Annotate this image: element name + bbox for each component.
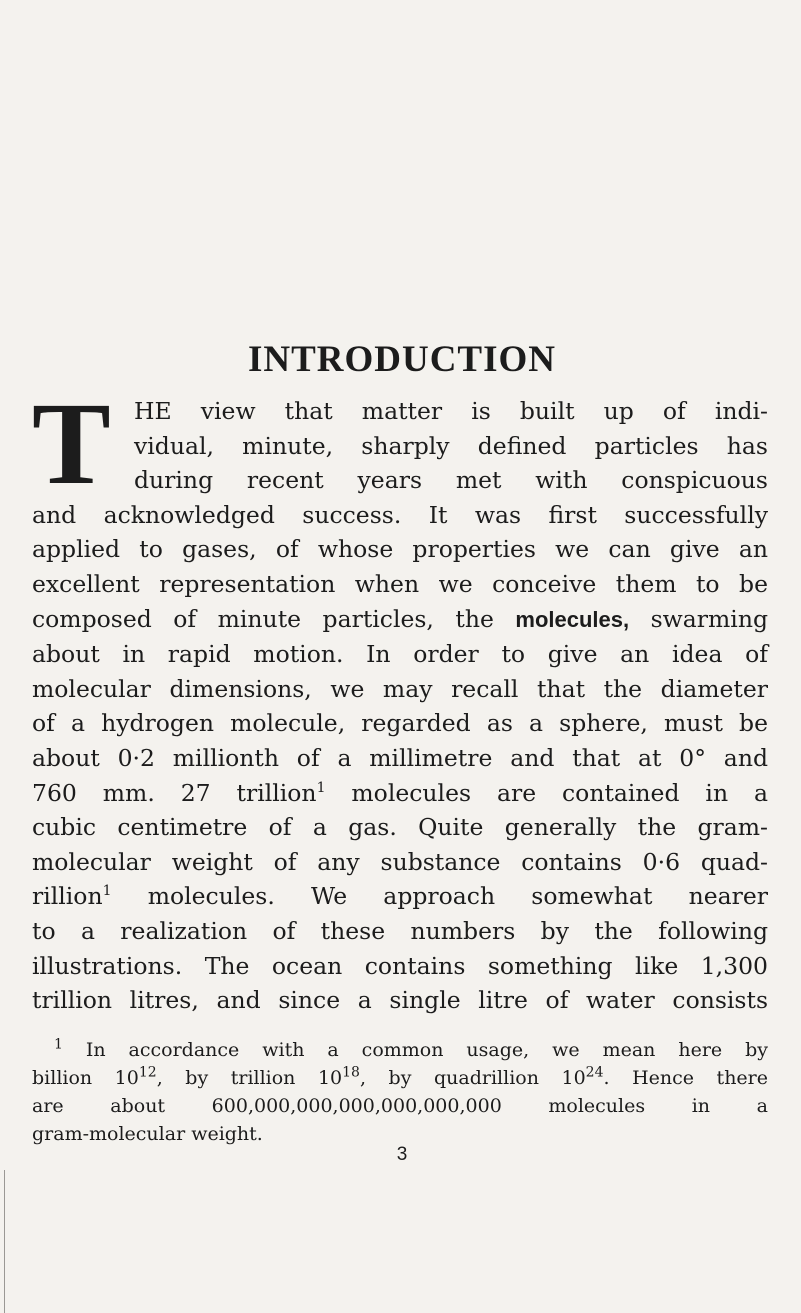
exponent: 24: [585, 1064, 604, 1081]
text-line: of a hydrogen molecule, regarded as a sphere, must be: [32, 709, 768, 738]
footnote: [32, 1036, 768, 1148]
text-line: applied to gases, of whose properties we can give an: [32, 535, 768, 564]
footnote-line: gram-molecular weight.: [32, 1123, 263, 1145]
text-line: and acknowledged success. It was first successfully: [32, 500, 768, 529]
footnote-line: [32, 1064, 768, 1092]
text-line: vidual, minute, sharply defined particles has: [134, 431, 768, 460]
text-segment: billion 10: [32, 1067, 139, 1089]
footnote-reference: 1: [316, 779, 326, 796]
drop-cap: T: [32, 378, 111, 509]
text-line: during recent years met with conspicuous: [134, 466, 768, 495]
text-line: excellent representation when we conceive them to be: [32, 569, 768, 598]
text-segment: composed of minute particles, the: [32, 604, 516, 633]
footnote-line: are about 600,000,000,000,000,000,000 molecules in a: [32, 1095, 768, 1117]
text-segment: , by quadrillion 10: [359, 1067, 586, 1089]
margin-rule: [4, 1170, 5, 1313]
text-line: [32, 879, 768, 914]
text-line: [32, 602, 768, 638]
chapter-heading: INTRODUCTION: [247, 339, 557, 380]
exponent: 18: [342, 1064, 360, 1081]
text-line: about 0·2 millionth of a millimetre and that at 0° and: [32, 743, 768, 772]
text-segment: 760 mm. 27 trillion: [32, 778, 317, 807]
body-paragraph: [32, 378, 768, 1018]
text-segment: , by trillion 10: [156, 1067, 343, 1089]
text-line: cubic centimetre of a gas. Quite generally the gram-: [32, 813, 768, 842]
footnote-marker: 1: [54, 1036, 63, 1053]
text-line: about in rapid motion. In order to give an idea of: [32, 640, 768, 669]
book-page: [32, 0, 772, 1313]
text-line: molecular dimensions, we may recall that the diameter: [32, 674, 768, 703]
text-line: [32, 776, 768, 811]
page-number: 3: [396, 1144, 408, 1165]
text-segment: molecules. We approach somewhat nearer: [111, 882, 768, 911]
text-line: HE view that matter is built up of indi-: [134, 397, 768, 425]
text-line: trillion litres, and since a single litre of water consists: [32, 986, 768, 1015]
footnote-line: [32, 1036, 768, 1064]
text-segment: In accordance with a common usage, we mean here by: [62, 1039, 768, 1061]
text-line: molecular weight of any substance contains 0·6 quad-: [32, 847, 768, 876]
text-segment: . Hence there: [603, 1067, 769, 1089]
exponent: 12: [138, 1064, 157, 1081]
text-segment: swarming: [629, 604, 768, 633]
text-segment: rillion: [32, 882, 103, 911]
bold-term-molecules: molecules,: [515, 606, 630, 632]
footnote-reference: 1: [102, 883, 112, 900]
text-segment: molecules are contained in a: [325, 778, 768, 807]
text-line: to a realization of these numbers by the following: [32, 916, 768, 945]
text-line: illustrations. The ocean contains something like 1,300: [32, 951, 768, 980]
